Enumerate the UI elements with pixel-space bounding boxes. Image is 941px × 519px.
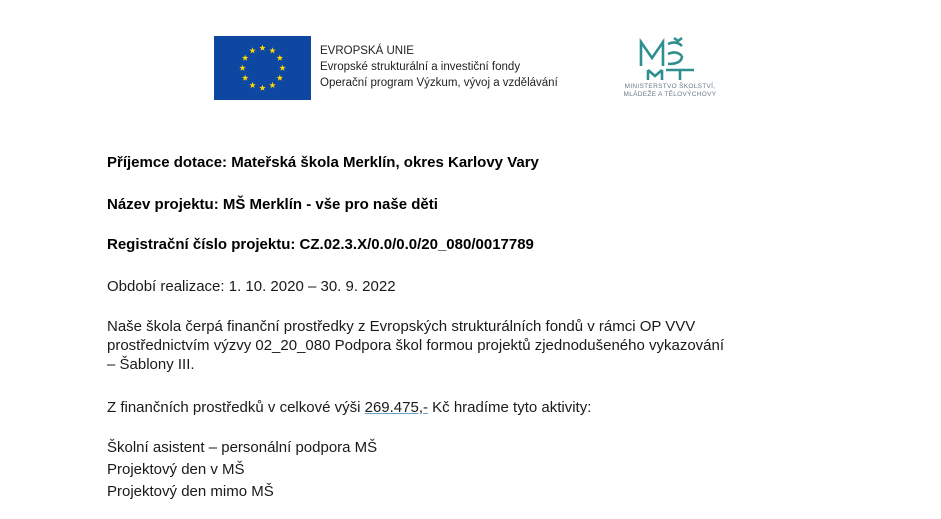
paragraph-line-2: prostřednictvím výzvy 02_20_080 Podpora škol formou projektů zjednodušeného vykazování bbox=[107, 337, 725, 354]
eu-line-1: EVROPSKÁ UNIE bbox=[320, 45, 414, 57]
msmt-caption-line-1: MINISTERSTVO ŠKOLSTVÍ, bbox=[624, 83, 716, 90]
description-paragraph bbox=[107, 317, 847, 374]
amount-suffix: Kč hradíme tyto aktivity: bbox=[428, 399, 592, 416]
eu-line-3: Operační program Výzkum, vývoj a vzdělávání bbox=[320, 77, 558, 89]
eu-line-2: Evropské strukturální a investiční fondy bbox=[320, 61, 521, 73]
logo-bar bbox=[0, 0, 941, 120]
registration-heading: Registrační číslo projektu: CZ.02.3.X/0.0/0.0/20_080/0017789 bbox=[107, 236, 534, 253]
amount-prefix: Z finančních prostředků v celkové výši bbox=[107, 399, 365, 416]
eu-text bbox=[320, 43, 558, 91]
amount-value: 269.475,- bbox=[364, 399, 428, 416]
msmt-caption bbox=[596, 83, 744, 99]
project-name-heading: Název projektu: MŠ Merklín - vše pro naše děti bbox=[107, 196, 438, 213]
period-text: Období realizace: 1. 10. 2020 – 30. 9. 2022 bbox=[107, 278, 396, 295]
activity-item: Projektový den v MŠ bbox=[107, 461, 245, 478]
msmt-caption-line-2: MLÁDEŽE A TĚLOVÝCHOVY bbox=[623, 91, 717, 98]
amount-line bbox=[107, 398, 591, 417]
activity-item: Školní asistent – personální podpora MŠ bbox=[107, 439, 378, 456]
activity-item: Projektový den mimo MŠ bbox=[107, 483, 274, 500]
paragraph-line-3: – Šablony III. bbox=[107, 356, 195, 373]
paragraph-line-1: Naše škola čerpá finanční prostředky z Evropských strukturálních fondů v rámci OP VVV bbox=[107, 318, 696, 335]
eu-flag-icon bbox=[214, 36, 311, 100]
recipient-heading: Příjemce dotace: Mateřská škola Merklín, okres Karlovy Vary bbox=[107, 154, 539, 171]
